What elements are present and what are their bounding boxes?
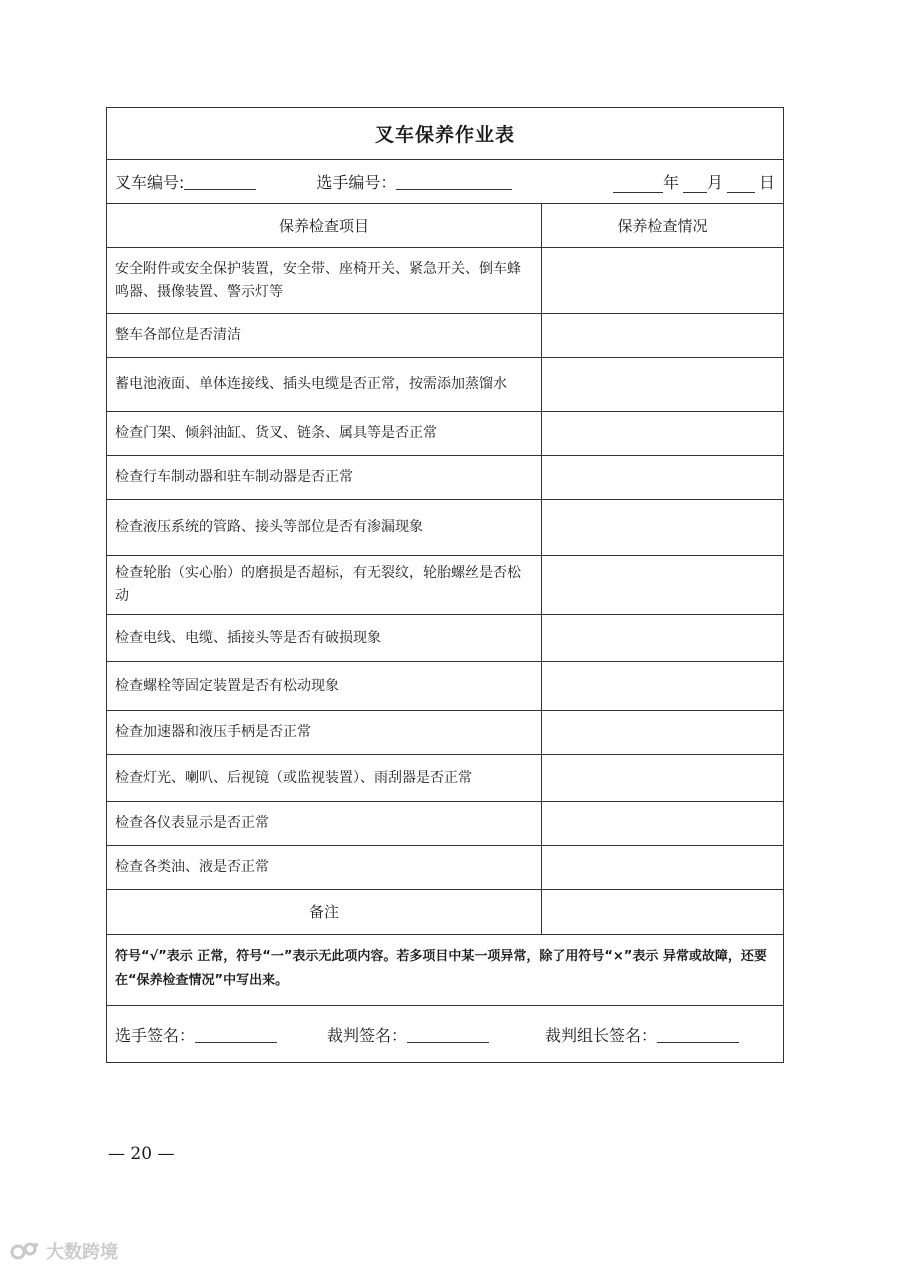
- item-text: 检查液压系统的管路、接头等部位是否有渗漏现象: [107, 500, 542, 555]
- status-cell[interactable]: [542, 358, 783, 411]
- remarks-cell[interactable]: [542, 890, 783, 934]
- status-cell[interactable]: [542, 412, 783, 455]
- status-cell[interactable]: [542, 711, 783, 754]
- item-text: 检查各仪表显示是否正常: [107, 802, 542, 845]
- symbol-legend: 符号“√”表示 正常，符号“一”表示无此项内容。若多项目中某一项异常，除了用符号“×”表示 异常或故障，还要在“保养检查情况”中写出来。: [107, 935, 783, 1006]
- signature-row: [107, 1006, 783, 1062]
- referee-sign-field[interactable]: [407, 1026, 489, 1043]
- item-text: 检查轮胎（实心胎）的磨损是否超标，有无裂纹，轮胎螺丝是否松动: [107, 556, 542, 614]
- item-text: 检查电线、电缆、插接头等是否有破损现象: [107, 615, 542, 661]
- referee-sign-label: 裁判签名：: [327, 1025, 408, 1045]
- page-number: — 20 —: [108, 1144, 175, 1164]
- status-cell[interactable]: [542, 802, 783, 845]
- col-header-item: 保养检查项目: [107, 204, 542, 247]
- item-text: 检查门架、倾斜油缸、货叉、链条、属具等是否正常: [107, 412, 542, 455]
- year-label: 年: [662, 173, 679, 192]
- maintenance-form: [106, 107, 784, 1063]
- watermark: [10, 1238, 118, 1264]
- player-no-field[interactable]: [396, 173, 512, 190]
- head-referee-signature: [545, 1023, 739, 1046]
- month-label: 月: [706, 173, 723, 192]
- status-cell[interactable]: [542, 755, 783, 801]
- status-cell[interactable]: [542, 248, 783, 313]
- table-row: [107, 662, 783, 711]
- item-text: 检查行车制动器和驻车制动器是否正常: [107, 456, 542, 499]
- day-label: 日: [758, 173, 775, 192]
- table-row: [107, 755, 783, 802]
- item-text: 检查各类油、液是否正常: [107, 846, 542, 889]
- status-cell[interactable]: [542, 456, 783, 499]
- item-text: 蓄电池液面、单体连接线、插头电缆是否正常，按需添加蒸馏水: [107, 358, 542, 411]
- table-row: [107, 500, 783, 556]
- form-title: 叉车保养作业表: [107, 108, 783, 160]
- table-row: [107, 412, 783, 456]
- remarks-row: [107, 890, 783, 935]
- item-text: 检查螺栓等固定装置是否有松动现象: [107, 662, 542, 710]
- table-row: [107, 711, 783, 755]
- status-cell[interactable]: [542, 314, 783, 357]
- table-row: [107, 846, 783, 890]
- table-row: [107, 615, 783, 662]
- month-field[interactable]: [683, 176, 707, 193]
- player-sign-field[interactable]: [195, 1026, 277, 1043]
- table-row: [107, 358, 783, 412]
- table-row: [107, 314, 783, 358]
- status-cell[interactable]: [542, 615, 783, 661]
- status-cell[interactable]: [542, 556, 783, 614]
- watermark-text: 大数跨境: [46, 1242, 118, 1263]
- item-text: 安全附件或安全保护装置，安全带、座椅开关、紧急开关、倒车蜂鸣器、摄像装置、警示灯等: [107, 248, 542, 313]
- watermark-logo-icon: [10, 1239, 40, 1263]
- item-text: 整车各部位是否清洁: [107, 314, 542, 357]
- day-field[interactable]: [727, 176, 755, 193]
- table-row: [107, 802, 783, 846]
- player-signature: [115, 1023, 327, 1046]
- id-row: [107, 160, 783, 204]
- status-cell[interactable]: [542, 846, 783, 889]
- table-row: [107, 248, 783, 314]
- item-text: 检查加速器和液压手柄是否正常: [107, 711, 542, 754]
- table-header: [107, 204, 783, 248]
- player-sign-label: 选手签名：: [115, 1025, 196, 1045]
- table-row: [107, 456, 783, 500]
- player-no-label: 选手编号：: [316, 173, 397, 192]
- head-referee-sign-label: 裁判组长签名：: [545, 1025, 658, 1045]
- table-row: [107, 556, 783, 615]
- year-field[interactable]: [613, 176, 663, 193]
- item-text: 检查灯光、喇叭、后视镜（或监视装置）、雨刮器是否正常: [107, 755, 542, 801]
- forklift-no-label: 叉车编号:: [115, 173, 185, 192]
- status-cell[interactable]: [542, 662, 783, 710]
- date-group: [613, 170, 775, 193]
- head-referee-sign-field[interactable]: [657, 1026, 739, 1043]
- referee-signature: [327, 1023, 545, 1046]
- remarks-label: 备注: [107, 890, 542, 934]
- col-header-status: 保养检查情况: [617, 217, 708, 235]
- status-cell[interactable]: [542, 500, 783, 555]
- forklift-no-field[interactable]: [184, 173, 256, 190]
